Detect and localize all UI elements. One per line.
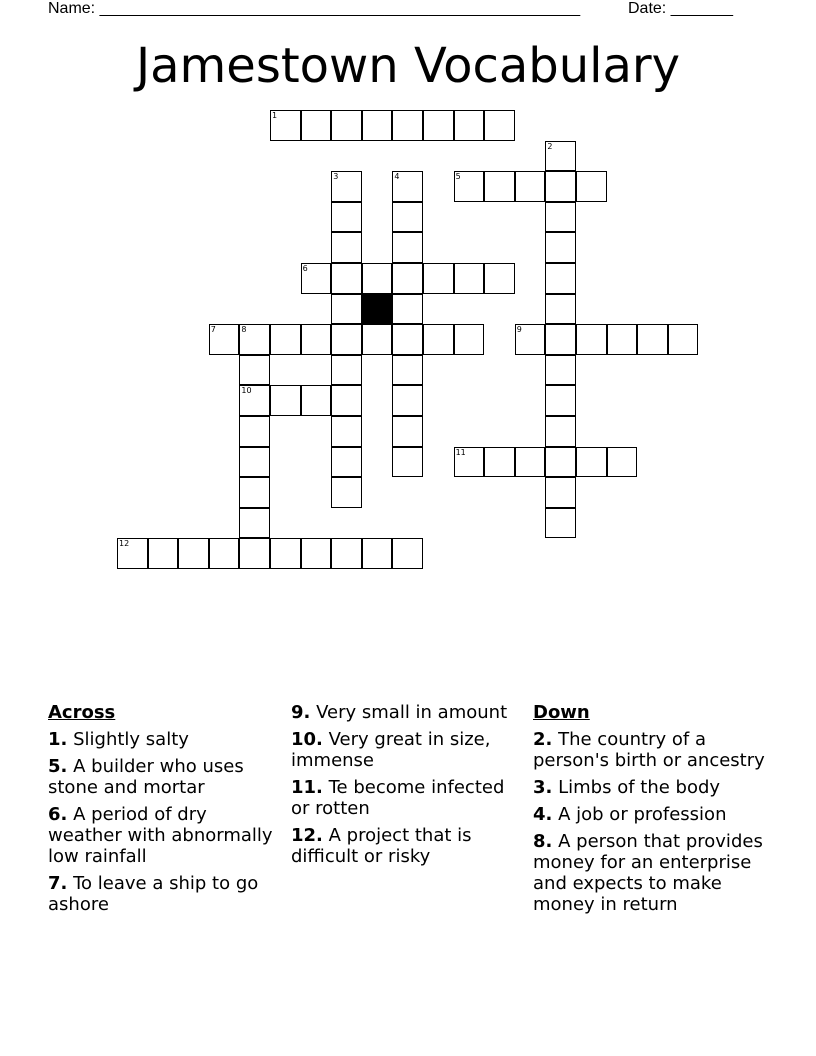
crossword-cell[interactable] xyxy=(331,355,362,386)
across-clue xyxy=(291,702,523,723)
clue-number-label: 5 xyxy=(455,172,461,182)
clue-number: 7. xyxy=(48,873,68,894)
clue-number: 12. xyxy=(291,825,323,846)
clue-number: 10. xyxy=(291,729,323,750)
clue-number-label: 12 xyxy=(119,539,130,549)
crossword-cell[interactable] xyxy=(545,202,576,233)
crossword-cell[interactable] xyxy=(515,171,546,202)
crossword-cell[interactable] xyxy=(239,324,270,355)
crossword-cell[interactable] xyxy=(331,202,362,233)
across-clue xyxy=(48,873,280,915)
clue-number-label: 9 xyxy=(516,325,522,335)
date-line: Date: _______ xyxy=(628,0,733,17)
crossword-cell[interactable] xyxy=(607,324,638,355)
crossword-cell[interactable] xyxy=(607,447,638,478)
crossword-cell[interactable] xyxy=(515,447,546,478)
crossword-cell[interactable] xyxy=(392,385,423,416)
crossword-cell[interactable] xyxy=(545,508,576,539)
crossword-cell[interactable] xyxy=(515,324,546,355)
clue-text: A period of dry weather with abnormally low rainfall xyxy=(48,804,273,867)
crossword-cell[interactable] xyxy=(545,263,576,294)
crossword-cell[interactable] xyxy=(576,171,607,202)
clues-column-3 xyxy=(533,702,765,921)
crossword-cell[interactable] xyxy=(301,538,332,569)
crossword-cell[interactable] xyxy=(392,294,423,325)
crossword-cell[interactable] xyxy=(454,447,485,478)
crossword-cell[interactable] xyxy=(392,538,423,569)
crossword-cell[interactable] xyxy=(668,324,699,355)
clue-text: The country of a person's birth or ancestry xyxy=(533,729,765,771)
clue-number-label: 1 xyxy=(272,111,278,120)
crossword-cell[interactable] xyxy=(270,385,301,416)
crossword-cell[interactable] xyxy=(423,110,454,141)
crossword-cell[interactable] xyxy=(545,171,576,202)
clue-number-label: 7 xyxy=(210,325,216,335)
crossword-cell[interactable] xyxy=(331,447,362,478)
crossword-cell[interactable] xyxy=(331,171,362,202)
clue-number: 11. xyxy=(291,777,323,798)
crossword-cell[interactable] xyxy=(392,202,423,233)
page-title: Jamestown Vocabulary xyxy=(135,38,681,94)
clue-text: A builder who uses stone and mortar xyxy=(48,756,244,798)
crossword-cell[interactable] xyxy=(270,324,301,355)
crossword-cell[interactable] xyxy=(239,355,270,386)
crossword-cell[interactable] xyxy=(239,416,270,447)
crossword-cell[interactable] xyxy=(545,477,576,508)
clue-number-label: 10 xyxy=(241,386,252,396)
across-clue xyxy=(291,777,523,819)
clue-text: A project that is difficult or risky xyxy=(291,825,472,867)
crossword-black-cell xyxy=(362,294,393,325)
clues-column-2 xyxy=(291,702,523,873)
crossword-cell[interactable] xyxy=(331,294,362,325)
crossword-cell[interactable] xyxy=(270,538,301,569)
crossword-cell[interactable] xyxy=(362,324,393,355)
across-heading: Across xyxy=(48,702,116,723)
crossword-cell[interactable] xyxy=(423,324,454,355)
crossword-cell[interactable] xyxy=(301,110,332,141)
crossword-cell[interactable] xyxy=(576,324,607,355)
crossword-cell[interactable] xyxy=(239,477,270,508)
crossword-cell[interactable] xyxy=(545,416,576,447)
crossword-cell[interactable] xyxy=(117,538,148,569)
crossword-cell[interactable] xyxy=(331,385,362,416)
crossword-cell[interactable] xyxy=(301,263,332,294)
across-clue xyxy=(48,756,280,798)
clue-text: Very small in amount xyxy=(316,702,508,723)
crossword-cell[interactable] xyxy=(301,324,332,355)
clue-number-label: 3 xyxy=(333,172,339,182)
crossword-cell[interactable] xyxy=(392,355,423,386)
crossword-cell[interactable] xyxy=(545,294,576,325)
crossword-cell[interactable] xyxy=(392,324,423,355)
crossword-cell[interactable] xyxy=(331,263,362,294)
crossword-cell[interactable] xyxy=(239,508,270,539)
across-clue xyxy=(291,825,523,867)
crossword-cell[interactable] xyxy=(331,538,362,569)
crossword-cell[interactable] xyxy=(209,324,240,355)
crossword-cell[interactable] xyxy=(454,263,485,294)
crossword-cell[interactable] xyxy=(545,141,576,172)
clue-text: A person that provides money for an enterprise and expects to make money in return xyxy=(533,831,763,915)
crossword-cell[interactable] xyxy=(331,416,362,447)
clue-text: Slightly salty xyxy=(73,729,189,750)
crossword-cell[interactable] xyxy=(362,263,393,294)
clue-number-label: 6 xyxy=(302,264,308,273)
across-clue xyxy=(48,804,280,867)
crossword-cell[interactable] xyxy=(301,385,332,416)
clue-text: Limbs of the body xyxy=(558,777,721,798)
crossword-cell[interactable] xyxy=(392,263,423,294)
down-heading: Down xyxy=(533,702,590,723)
crossword-cell[interactable] xyxy=(454,171,485,202)
crossword-cell[interactable] xyxy=(545,324,576,355)
crossword-cell[interactable] xyxy=(148,538,179,569)
crossword-cell[interactable] xyxy=(454,110,485,141)
crossword-cell[interactable] xyxy=(239,447,270,478)
down-clue xyxy=(533,729,765,771)
crossword-cell[interactable] xyxy=(484,171,515,202)
crossword-cell[interactable] xyxy=(392,416,423,447)
crossword-cell[interactable] xyxy=(484,110,515,141)
clue-number: 5. xyxy=(48,756,68,777)
clue-number: 3. xyxy=(533,777,553,798)
crossword-cell[interactable] xyxy=(331,110,362,141)
down-clue xyxy=(533,804,765,825)
crossword-cell[interactable] xyxy=(239,385,270,416)
crossword-cell[interactable] xyxy=(423,263,454,294)
clue-number: 4. xyxy=(533,804,553,825)
crossword-cell[interactable] xyxy=(392,110,423,141)
across-clue xyxy=(48,729,280,750)
clue-number: 6. xyxy=(48,804,68,825)
clues-column-1 xyxy=(48,702,280,921)
crossword-cell[interactable] xyxy=(209,538,240,569)
clue-number-label: 11 xyxy=(455,447,466,457)
crossword-cell[interactable] xyxy=(545,232,576,263)
crossword-cell[interactable] xyxy=(545,385,576,416)
crossword-cell[interactable] xyxy=(239,538,270,569)
clue-text: To leave a ship to go ashore xyxy=(48,873,259,915)
crossword-cell[interactable] xyxy=(576,447,607,478)
clue-text: Te become infected or rotten xyxy=(291,777,505,819)
crossword-cell[interactable] xyxy=(392,232,423,263)
crossword-cell[interactable] xyxy=(454,324,485,355)
down-clue xyxy=(533,831,765,915)
crossword-cell[interactable] xyxy=(362,538,393,569)
clue-number: 1. xyxy=(48,729,68,750)
crossword-cell[interactable] xyxy=(392,447,423,478)
crossword-cell[interactable] xyxy=(178,538,209,569)
crossword-cell[interactable] xyxy=(637,324,668,355)
crossword-cell[interactable] xyxy=(270,110,301,141)
crossword-cell[interactable] xyxy=(331,324,362,355)
down-clue xyxy=(533,777,765,798)
crossword-cell[interactable] xyxy=(331,477,362,508)
crossword-cell[interactable] xyxy=(484,263,515,294)
clue-number: 2. xyxy=(533,729,553,750)
clue-number: 8. xyxy=(533,831,553,852)
clue-number-label: 8 xyxy=(241,325,247,335)
clue-number-label: 2 xyxy=(547,141,553,151)
clue-number-label: 4 xyxy=(394,172,400,182)
crossword-cell[interactable] xyxy=(545,355,576,386)
clue-number: 9. xyxy=(291,702,311,723)
name-line: Name: ______________________________________________________ xyxy=(48,0,581,17)
clue-text: A job or profession xyxy=(558,804,727,825)
clue-text: Very great in size, immense xyxy=(291,729,491,771)
crossword-cell[interactable] xyxy=(392,171,423,202)
across-clue xyxy=(291,729,523,771)
crossword-cell[interactable] xyxy=(545,447,576,478)
crossword-cell[interactable] xyxy=(331,232,362,263)
crossword-cell[interactable] xyxy=(484,447,515,478)
crossword-cell[interactable] xyxy=(362,110,393,141)
